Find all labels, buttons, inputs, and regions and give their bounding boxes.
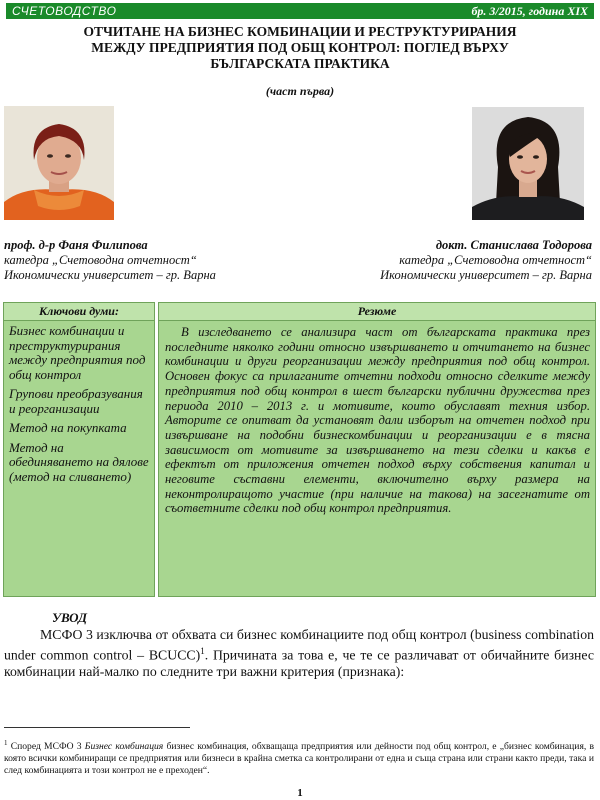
- keyword-item: Метод на покупката: [9, 420, 127, 435]
- intro-paragraph: [4, 627, 594, 680]
- summary-text: В изследването се анализира част от българската практика през последните няколко години относно извършването и отчитането на бизнес комбинации и други реорганизации между предприятия под общ контрол. Основен фокус са прилаганите отчетни подходи относно сделките между предприятия под общ контрол в шест български публични дружества през периода 2010 – 2013 г. и мотивите, които обуславят техния избор. Авторите се опитват да установят дали изборът на отчетен подход при извършване на подобни бизнескомбинации и реорганизации е в тясна зависимост от мотивите за извършването на тези сделки и какъв е ефектът от приложения отчетен подход върху собствения капитал и неговите съставни елементи, включително върху размера на неконтролиращото участие (при наличие на такова) на засегнатите от съответните сделки под общ контрол предприятия.: [165, 325, 590, 516]
- keywords-list: [4, 321, 154, 484]
- footnote-lead: Според МСФО 3: [7, 741, 85, 753]
- author-name: докт. Станислава Тодорова: [435, 238, 592, 252]
- summary-box: [158, 302, 596, 597]
- keywords-box: [3, 302, 155, 597]
- summary-heading: Резюме: [159, 303, 595, 321]
- author-name: проф. д-р Фаня Филипова: [4, 238, 148, 252]
- author-photo-filipova: [4, 106, 114, 220]
- keyword-item: Бизнес комбинации и преструктурирания между предприятия под общ контрол: [9, 323, 146, 382]
- page-number: 1: [297, 787, 303, 799]
- footnote-divider: [4, 727, 190, 728]
- keyword-item: Метод на обединяването на дялове (метод на сливането): [9, 439, 149, 484]
- footnote-text: бизнес комбинация, обхващаща предприятия или дейности под общ контрол, е „бизнес комбинация, в която всички комбиниращи се предприятия или бизнеси в крайна сметка са контролирани от една и съща страна или страни както преди, така и след комбинацията и този контрол не е преходен“.: [4, 741, 594, 777]
- intro-text-continued: . Причината за това е, че те се различават от обичайните бизнес комбинации най-малко по следните три важни критерия (признака):: [4, 647, 594, 680]
- author-department: катедра „Счетоводна отчетност“: [399, 253, 592, 267]
- footnote-term: Бизнес комбинация: [84, 741, 164, 753]
- issue-info: бр. 3/2015, година XIX: [471, 3, 588, 18]
- author-block-todorova: [290, 238, 592, 283]
- author-university: Икономически университет – гр. Варна: [380, 268, 592, 282]
- author-university: Икономически университет – гр. Варна: [4, 268, 216, 282]
- footnote-reference: 1: [200, 646, 205, 657]
- author-photo-todorova: [472, 107, 584, 220]
- journal-header-bar: [6, 3, 594, 19]
- title-line: МЕЖДУ ПРЕДПРИЯТИЯ ПОД ОБЩ КОНТРОЛ: ПОГЛЕД ВЪРХУ: [91, 40, 509, 55]
- keyword-item: Групови преобразувания и реорганизации: [9, 386, 143, 416]
- title-line: БЪЛГАРСКАТА ПРАКТИКА: [210, 56, 390, 71]
- article-subtitle: (част първа): [265, 84, 335, 98]
- author-block-filipova: [4, 238, 304, 283]
- intro-heading: УВОД: [52, 610, 88, 625]
- journal-name: СЧЕТОВОДСТВО: [12, 4, 117, 18]
- keywords-heading: Ключови думи:: [4, 303, 154, 321]
- intro-text: МСФО 3 изключва от обхвата си бизнес комбинациите под общ контрол (business combination under common control – BCUCC): [4, 627, 594, 663]
- footnote: [4, 737, 594, 777]
- author-department: катедра „Счетоводна отчетност“: [4, 253, 197, 267]
- title-line: ОТЧИТАНЕ НА БИЗНЕС КОМБИНАЦИИ И РЕСТРУКТУРИРАНИЯ: [83, 24, 517, 39]
- footnote-marker: 1: [4, 739, 8, 747]
- article-title: [20, 24, 580, 72]
